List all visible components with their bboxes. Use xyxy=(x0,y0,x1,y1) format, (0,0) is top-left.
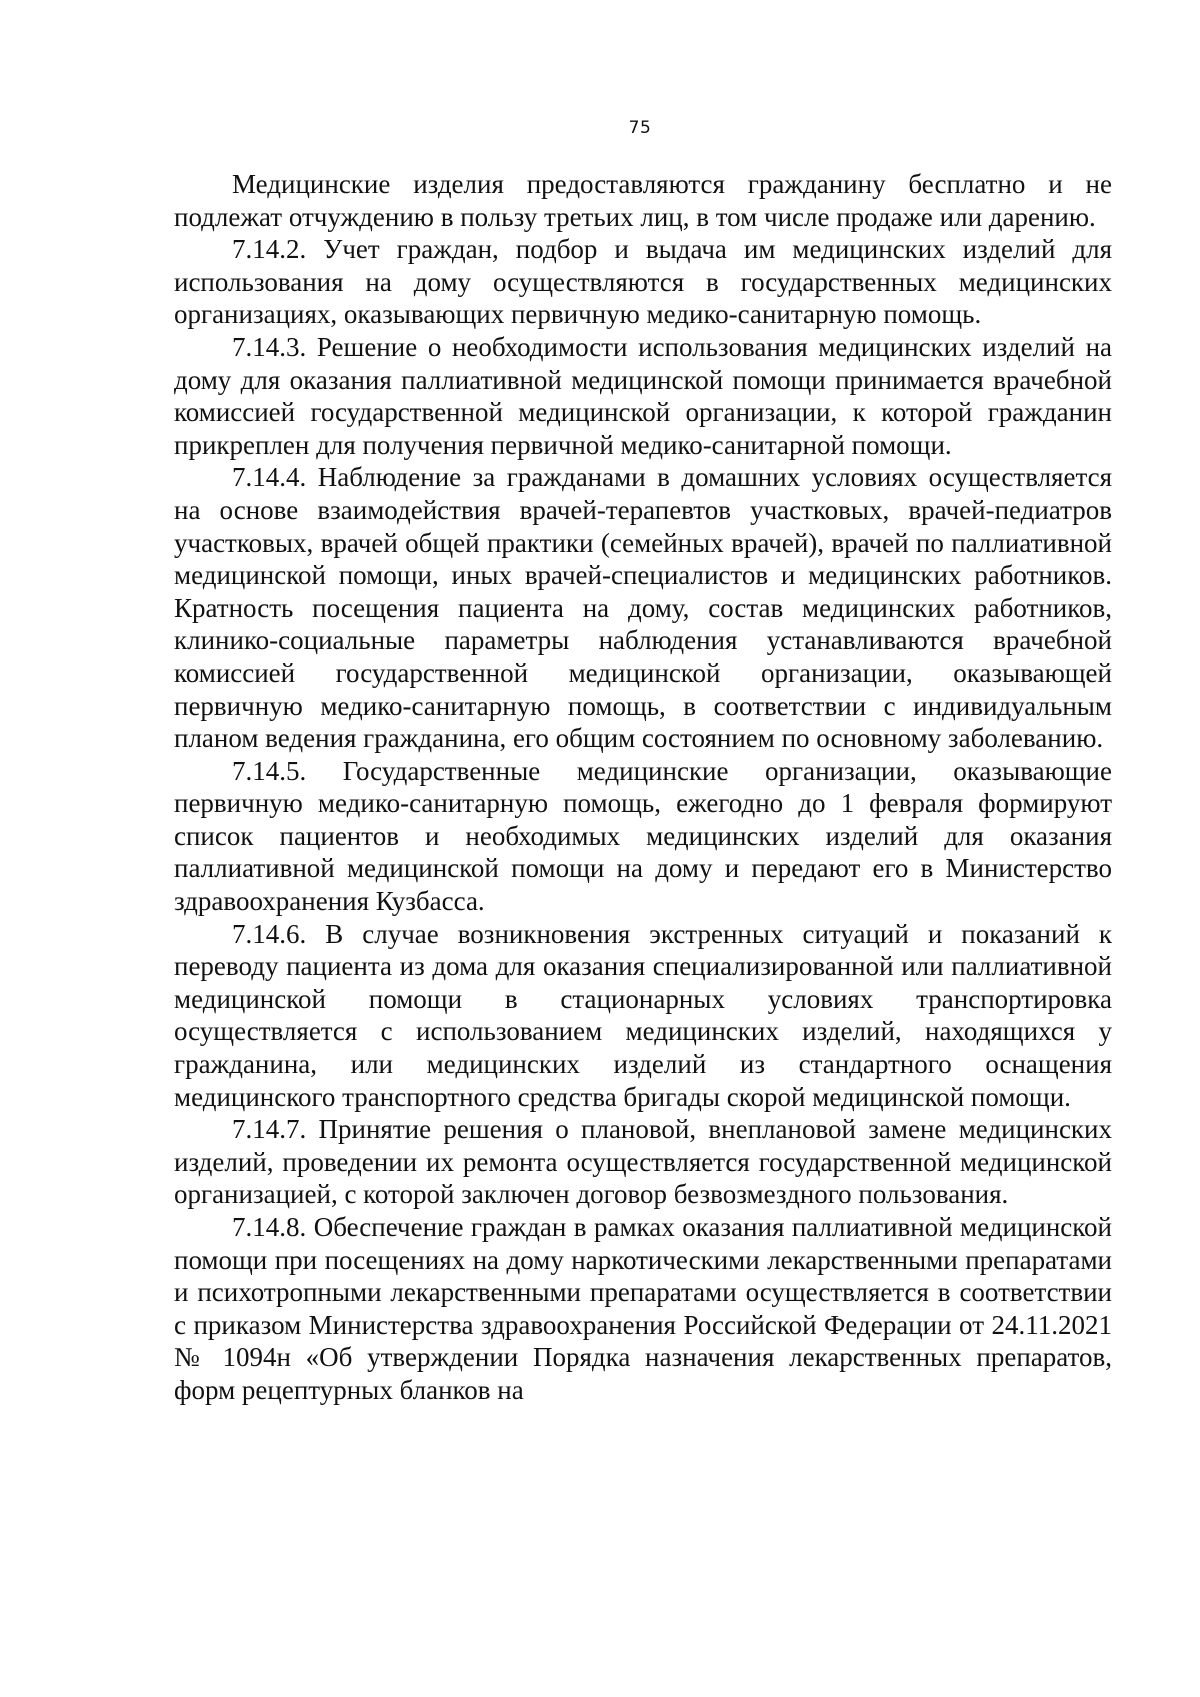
paragraph-7-14-2: 7.14.2. Учет граждан, подбор и выдача им медицинских изделий для использования на дому осуществляются в государственных медицинских организациях, оказывающих первичную медико-санитарную помощь. xyxy=(174,234,1112,330)
paragraph-7-14-7: 7.14.7. Принятие решения о плановой, внеплановой замене медицинских изделий, проведении их ремонта осуществляется государственной медицинской организацией, с которой заключен договор безвозмездного пользования. xyxy=(174,1114,1112,1210)
paragraph-7-14-5: 7.14.5. Государственные медицинские организации, оказывающие первичную медико-санитарную помощь, ежегодно до 1 февраля формируют список пациентов и необходимых медицинских изделий для оказания паллиативной медицинской помощи на дому и передают его в Министерство здравоохранения Кузбасса. xyxy=(174,755,1112,917)
paragraph-intro: Медицинские изделия предоставляются гражданину бесплатно и не подлежат отчуждению в пользу третьих лиц, в том числе продаже или дарению. xyxy=(174,169,1112,232)
paragraph-7-14-4: 7.14.4. Наблюдение за гражданами в домашних условиях осуществляется на основе взаимодействия врачей-терапевтов участковых, врачей-педиатров участковых, врачей общей практики (семейных врачей), врачей по паллиативной медицинской помощи, иных врачей-специалистов и медицинских работников. Кратность посещения пациента на дому, состав медицинских работников, клинико-социальные параметры наблюдения устанавливаются врачебной комиссией государственной медицинской организации, оказывающей первичную медико-санитарную помощь, в соответствии с индивидуальным планом ведения гражданина, его общим состоянием по основному заболеванию. xyxy=(174,462,1112,754)
paragraph-7-14-3: 7.14.3. Решение о необходимости использования медицинских изделий на дому для оказания паллиативной медицинской помощи принимается врачебной комиссией государственной медицинской организации, к которой гражданин прикреплен для получения первичной медико-санитарной помощи. xyxy=(174,331,1112,460)
paragraph-7-14-6: 7.14.6. В случае возникновения экстренных ситуаций и показаний к переводу пациента из дома для оказания специализированной или паллиативной медицинской помощи в стационарных условиях транспортировка осуществляется с использованием медицинских изделий, находящихся у гражданина, или медицинских изделий из стандартного оснащения медицинского транспортного средства бригады скорой медицинской помощи. xyxy=(174,918,1112,1112)
page-number: 75 xyxy=(628,118,652,138)
document-body xyxy=(174,168,1112,1407)
paragraph-7-14-8: 7.14.8. Обеспечение граждан в рамках оказания паллиативной медицинской помощи при посещениях на дому наркотическими лекарственными препаратами и психотропными лекарственными препаратами осуществляется в соответствии с приказом Министерства здравоохранения Российской Федерации от 24.11.2021 № 1094н «Об утверждении Порядка назначения лекарственных препаратов, форм рецептурных бланков на xyxy=(174,1212,1112,1405)
